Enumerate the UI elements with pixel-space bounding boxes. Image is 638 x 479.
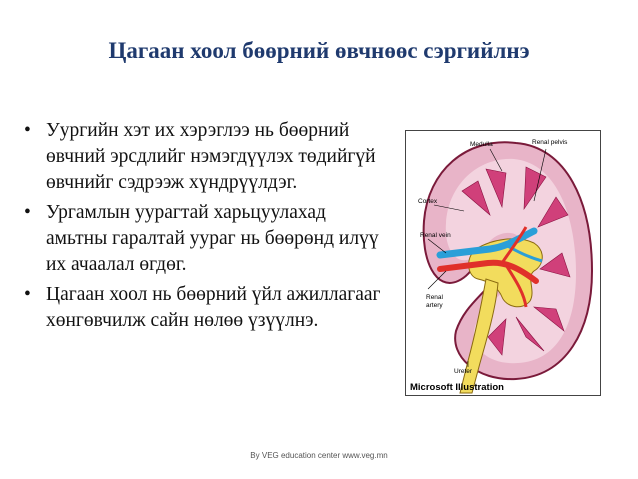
- label-renal-pelvis: Renal pelvis: [532, 139, 568, 146]
- bullet-text: Уургийн хэт их хэрэглээ нь бөөрний өвчний эрсдлийг нэмэгдүүлэх төдийгүй өвчнийг сэдрээж хүндрүүлдэг.: [46, 120, 376, 193]
- slide-footer: By VEG education center www.veg.mn: [250, 451, 388, 460]
- bullet-item: [24, 282, 384, 334]
- label-cortex: Cortex: [418, 198, 438, 205]
- label-renal-artery-line1: Renal: [426, 294, 443, 301]
- bullet-dot: •: [24, 120, 31, 141]
- bullet-item: [24, 200, 384, 278]
- slide-title: Цагаан хоол бөөрний өвчнөөс сэргийлнэ: [108, 38, 530, 63]
- bullet-list: [24, 118, 384, 338]
- bullet-text: Цагаан хоол нь бөөрний үйл ажиллагааг хөнгөвчилж сайн нөлөө үзүүлнэ.: [46, 284, 381, 331]
- label-medulla: Medulla: [470, 141, 493, 148]
- bullet-dot: •: [24, 202, 31, 223]
- kidney-diagram: [406, 131, 600, 395]
- figure-caption: Microsoft Illustration: [410, 382, 504, 393]
- bullet-text: Ургамлын уурагтай харьцуулахад амьтны гаралтай уураг нь бөөрөнд илүү их ачаалал өгдөг.: [46, 202, 379, 275]
- label-ureter: Ureter: [454, 368, 473, 375]
- kidney-illustration: [405, 130, 601, 396]
- label-renal-artery-line2: artery: [426, 302, 443, 309]
- label-renal-vein: Renal vein: [420, 232, 451, 239]
- bullet-dot: •: [24, 284, 31, 305]
- bullet-item: [24, 118, 384, 196]
